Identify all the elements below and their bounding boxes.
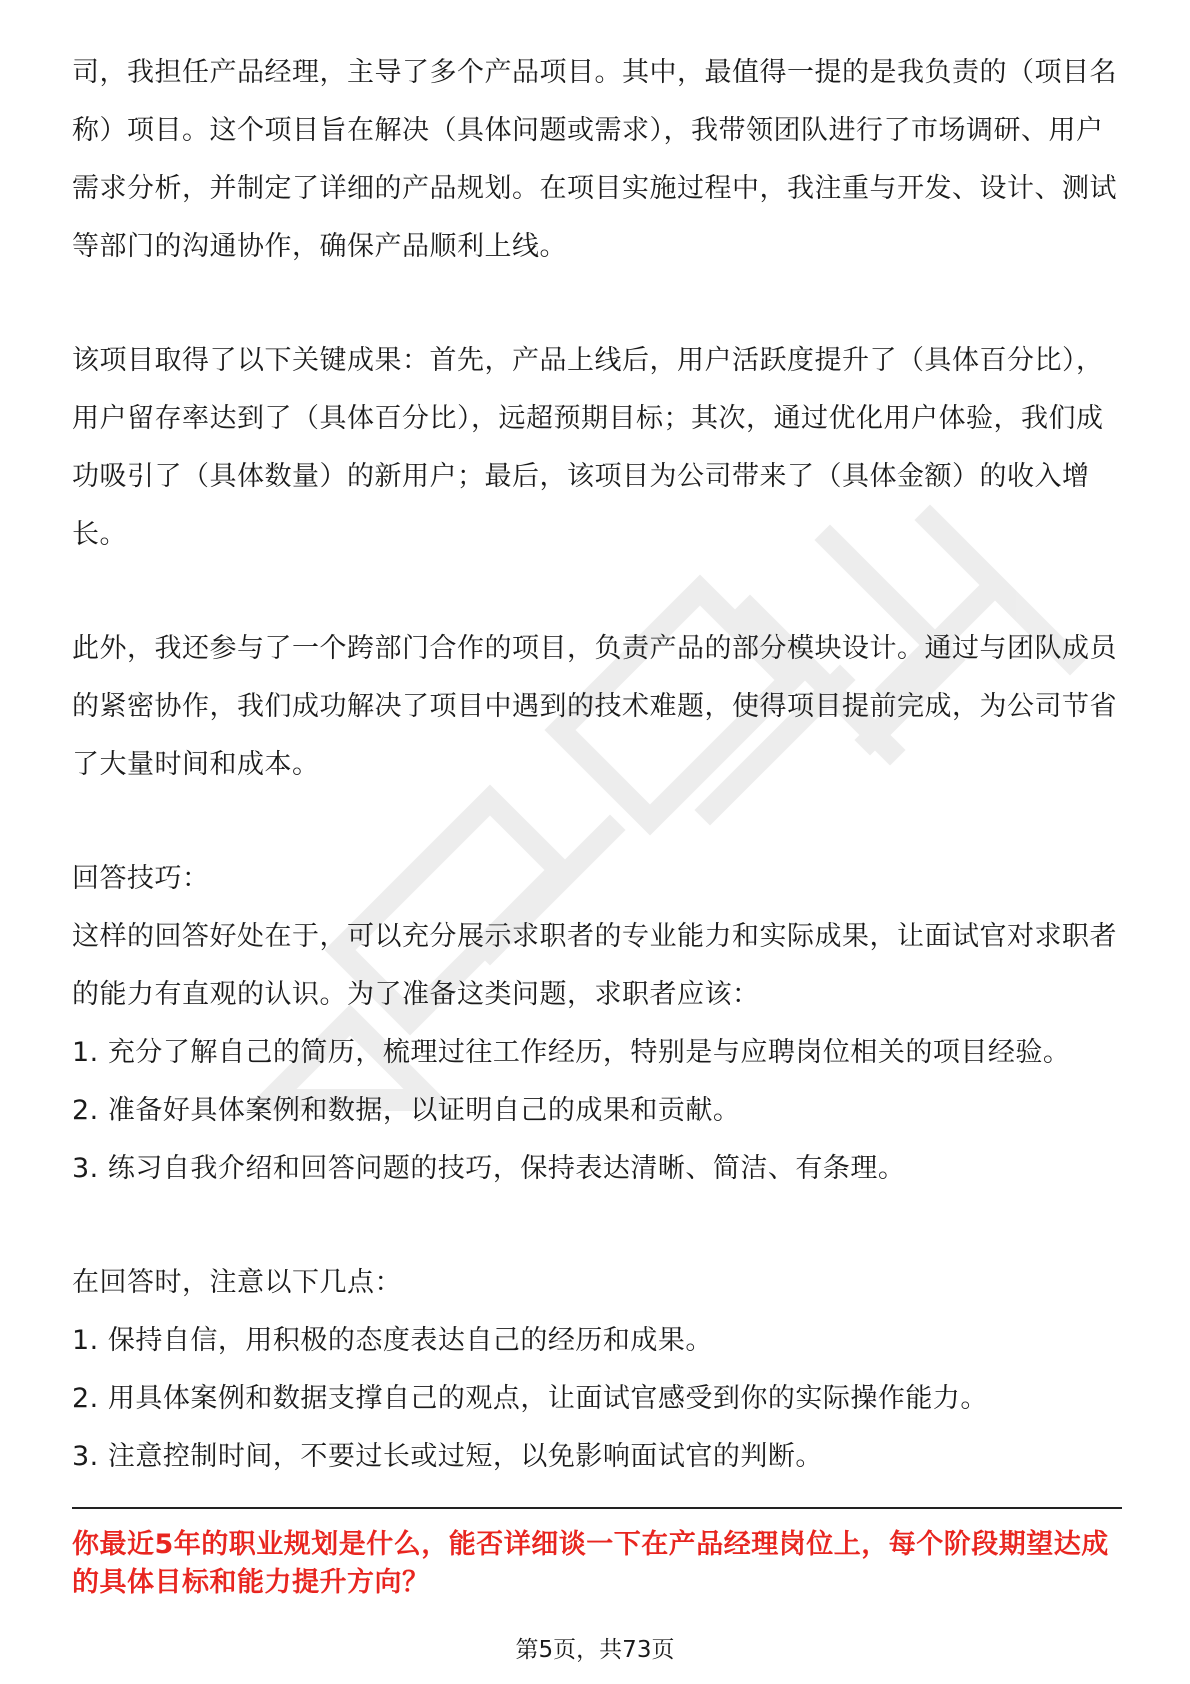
notes-heading: 在回答时，注意以下几点： — [72, 1267, 402, 1298]
spacer — [72, 794, 1122, 850]
spacer — [72, 564, 1122, 620]
page-number-footer: 第5页，共73页 — [515, 1637, 675, 1663]
paragraph-key-results: 该项目取得了以下关键成果：首先，产品上线后，用户活跃度提升了（具体百分比），用户留存率达到了（具体百分比），远超预期目标；其次，通过优化用户体验，我们成功吸引了（具体数量）的新用户；最后，该项目为公司带来了（具体金额）的收入增长。 — [72, 345, 1104, 550]
notes-list-item: 2. 用具体案例和数据支撑自己的观点，让面试官感受到你的实际操作能力。 — [72, 1383, 988, 1414]
section-divider — [72, 1507, 1122, 1509]
tips-intro: 这样的回答好处在于，可以充分展示求职者的专业能力和实际成果，让面试官对求职者的能力有直观的认识。为了准备这类问题，求职者应该： — [72, 921, 1117, 1010]
tips-list-item: 3. 练习自我介绍和回答问题的技巧，保持表达清晰、简洁、有条理。 — [72, 1153, 906, 1184]
next-question-title: 你最近5年的职业规划是什么，能否详细谈一下在产品经理岗位上，每个阶段期望达成的具体目标和能力提升方向？ — [72, 1529, 1109, 1598]
paragraph-project-experience: 司，我担任产品经理，主导了多个产品项目。其中，最值得一提的是我负责的（项目名称）项目。这个项目旨在解决（具体问题或需求），我带领团队进行了市场调研、用户需求分析，并制定了详细的产品规划。在项目实施过程中，我注重与开发、设计、测试等部门的沟通协作，确保产品顺利上线。 — [72, 57, 1117, 262]
spacer — [72, 1198, 1122, 1254]
document-body — [72, 44, 1122, 1486]
notes-list-item: 1. 保持自信，用积极的态度表达自己的经历和成果。 — [72, 1325, 713, 1356]
spacer — [72, 276, 1122, 332]
tips-list-item: 2. 准备好具体案例和数据，以证明自己的成果和贡献。 — [72, 1095, 741, 1126]
tips-list-item: 1. 充分了解自己的简历，梳理过往工作经历，特别是与应聘岗位相关的项目经验。 — [72, 1037, 1071, 1068]
paragraph-cross-team-project: 此外，我还参与了一个跨部门合作的项目，负责产品的部分模块设计。通过与团队成员的紧密协作，我们成功解决了项目中遇到的技术难题，使得项目提前完成，为公司节省了大量时间和成本。 — [72, 633, 1117, 780]
tips-heading: 回答技巧： — [72, 863, 210, 894]
notes-list-item: 3. 注意控制时间，不要过长或过短，以免影响面试官的判断。 — [72, 1441, 823, 1472]
